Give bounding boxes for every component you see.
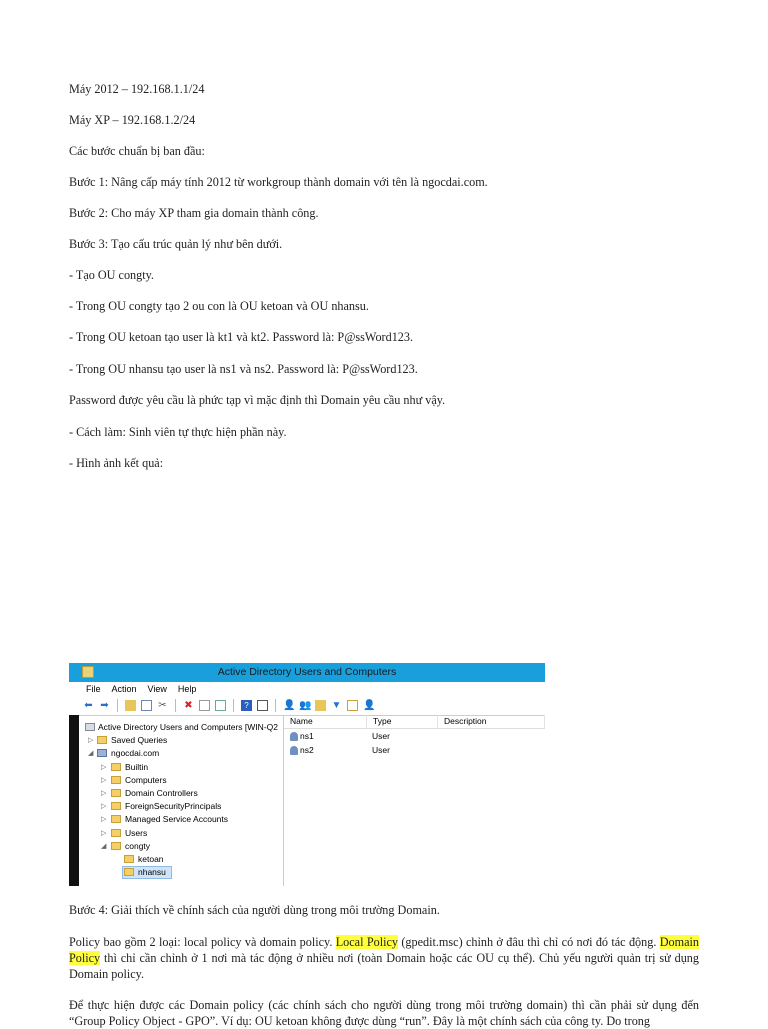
- text-line: Các bước chuẩn bị ban đầu:: [69, 144, 205, 158]
- menu-bar: [69, 682, 545, 696]
- ou-icon: [124, 855, 134, 863]
- paragraph: Để thực hiện được các Domain policy (các chính sách cho người dùng trong môi trường domain) thì cần phải sử dụng đến “Group Policy Object - GPO”. Ví dụ: OU ketoan không được dùng “run”. Đây là một chính sách của công ty. Do trong: [69, 998, 699, 1028]
- text-line: - Trong OU congty tạo 2 ou con là OU ketoan và OU nhansu.: [69, 299, 369, 313]
- up-folder-icon[interactable]: [125, 700, 136, 711]
- paragraph: Policy bao gồm 2 loại: local policy và domain policy. Local Policy (gpedit.msc) chỉnh ở đâu thì chỉ có nơi đó tác động. Domain Policy thì chỉ cần chỉnh ở 1 nơi mà tác động ở nhiều nơi (toàn Domain hoặc các OU cụ thể). Chủ yếu người quản trị sử dụng Domain policy.: [69, 935, 700, 981]
- help-icon[interactable]: ?: [241, 700, 252, 711]
- text-line: Bước 2: Cho máy XP tham gia domain thành công.: [69, 206, 319, 220]
- highlight: Local Policy: [335, 935, 398, 949]
- new-user-icon[interactable]: 👤: [283, 700, 296, 711]
- console-icon[interactable]: [257, 700, 268, 711]
- collapse-icon[interactable]: ◢: [101, 842, 107, 850]
- section-heading: Bước 4: Giải thích về chính sách của người dùng trong môi trường Domain.: [69, 903, 440, 917]
- folder-icon: [111, 776, 121, 784]
- text-line: Bước 1: Nâng cấp máy tính 2012 từ workgroup thành domain với tên là ngocdai.com.: [69, 175, 488, 189]
- back-icon[interactable]: ⬅: [84, 700, 93, 711]
- text-line: - Cách làm: Sinh viên tự thực hiện phần này.: [69, 425, 287, 439]
- expand-icon[interactable]: ▷: [101, 829, 107, 837]
- list-item[interactable]: ns2 User: [284, 743, 545, 757]
- tree-congty[interactable]: ◢ congty: [101, 840, 151, 851]
- tree-fsp[interactable]: ▷ ForeignSecurityPrincipals: [101, 801, 222, 812]
- tree-computers[interactable]: ▷ Computers: [101, 774, 167, 785]
- folder-icon: [111, 802, 121, 810]
- delete-icon[interactable]: ✖: [184, 700, 193, 711]
- tree-domain[interactable]: ◢ ngocdai.com: [88, 748, 160, 759]
- filter-icon[interactable]: ▼: [331, 700, 342, 711]
- text-line: Máy 2012 – 192.168.1.1/24: [69, 82, 205, 96]
- collapse-icon[interactable]: ◢: [88, 750, 94, 758]
- tree-msa[interactable]: ▷ Managed Service Accounts: [101, 814, 229, 825]
- tree-ketoan[interactable]: ketoan: [69, 853, 283, 866]
- ad-root-icon: [85, 723, 95, 731]
- export-icon[interactable]: [215, 700, 226, 711]
- tree-pane: [69, 715, 284, 886]
- text-line: - Tạo OU congty.: [69, 268, 154, 282]
- new-group-icon[interactable]: 👥: [299, 700, 312, 711]
- toolbar: [69, 696, 545, 716]
- window-body: [69, 715, 545, 886]
- menu-view[interactable]: View: [147, 684, 167, 694]
- text-line: - Trong OU ketoan tạo user là kt1 và kt2. Password là: P@ssWord123.: [69, 330, 414, 344]
- text-line: Bước 3: Tạo cấu trúc quản lý như bên dưới.: [69, 237, 283, 251]
- highlight: Domain Policy: [69, 935, 700, 965]
- folder-icon: [111, 763, 121, 771]
- tree-root[interactable]: Active Directory Users and Computers [WIN-Q2: [69, 721, 283, 734]
- ad-screenshot: [69, 663, 545, 886]
- menu-help[interactable]: Help: [177, 684, 197, 694]
- column-name[interactable]: Name: [284, 715, 367, 728]
- show-tree-icon[interactable]: [141, 700, 152, 711]
- menu-file[interactable]: File: [86, 684, 101, 694]
- expand-icon[interactable]: ▷: [101, 789, 107, 797]
- find-icon[interactable]: [347, 700, 358, 711]
- user-icon: [290, 732, 298, 741]
- title-bar: [69, 663, 545, 682]
- user-icon: [290, 746, 298, 755]
- tree-saved-queries[interactable]: ▷ Saved Queries: [88, 735, 168, 746]
- tree-users[interactable]: ▷ Users: [101, 827, 148, 838]
- folder-icon: [111, 829, 121, 837]
- text-line: Password được yêu cầu là phức tạp vì mặc định thì Domain yêu cầu như vậy.: [69, 393, 446, 407]
- column-description[interactable]: Description: [438, 715, 545, 728]
- tree-nhansu[interactable]: nhansu: [69, 866, 283, 879]
- list-pane: [284, 715, 545, 886]
- new-ou-icon[interactable]: [315, 700, 326, 711]
- ou-icon: [111, 789, 121, 797]
- expand-icon[interactable]: ▷: [101, 816, 107, 824]
- properties-icon[interactable]: [199, 700, 210, 711]
- folder-icon: [111, 815, 121, 823]
- folder-icon: [97, 736, 107, 744]
- cut-icon[interactable]: ✂: [158, 700, 167, 711]
- expand-icon[interactable]: ▷: [101, 763, 107, 771]
- add-to-group-icon[interactable]: 👤: [363, 700, 376, 711]
- text-line: Máy XP – 192.168.1.2/24: [69, 113, 196, 127]
- menu-action[interactable]: Action: [111, 684, 137, 694]
- list-item[interactable]: ns1 User: [284, 729, 545, 743]
- expand-icon[interactable]: ▷: [88, 737, 94, 745]
- window-title: Active Directory Users and Computers: [217, 666, 397, 678]
- text-line: - Trong OU nhansu tạo user là ns1 và ns2. Password là: P@ssWord123.: [69, 362, 418, 376]
- tree-domain-controllers[interactable]: ▷ Domain Controllers: [101, 787, 198, 798]
- list-header: [284, 715, 545, 729]
- column-type[interactable]: Type: [367, 715, 438, 728]
- ou-icon: [124, 868, 134, 876]
- text-line: - Hình ảnh kết quả:: [69, 456, 164, 470]
- expand-icon[interactable]: ▷: [101, 776, 107, 784]
- ou-icon: [111, 842, 121, 850]
- expand-icon[interactable]: ▷: [101, 803, 107, 811]
- domain-icon: [97, 749, 107, 757]
- forward-icon[interactable]: ➡: [100, 700, 109, 711]
- tree-builtin[interactable]: ▷ Builtin: [101, 761, 149, 772]
